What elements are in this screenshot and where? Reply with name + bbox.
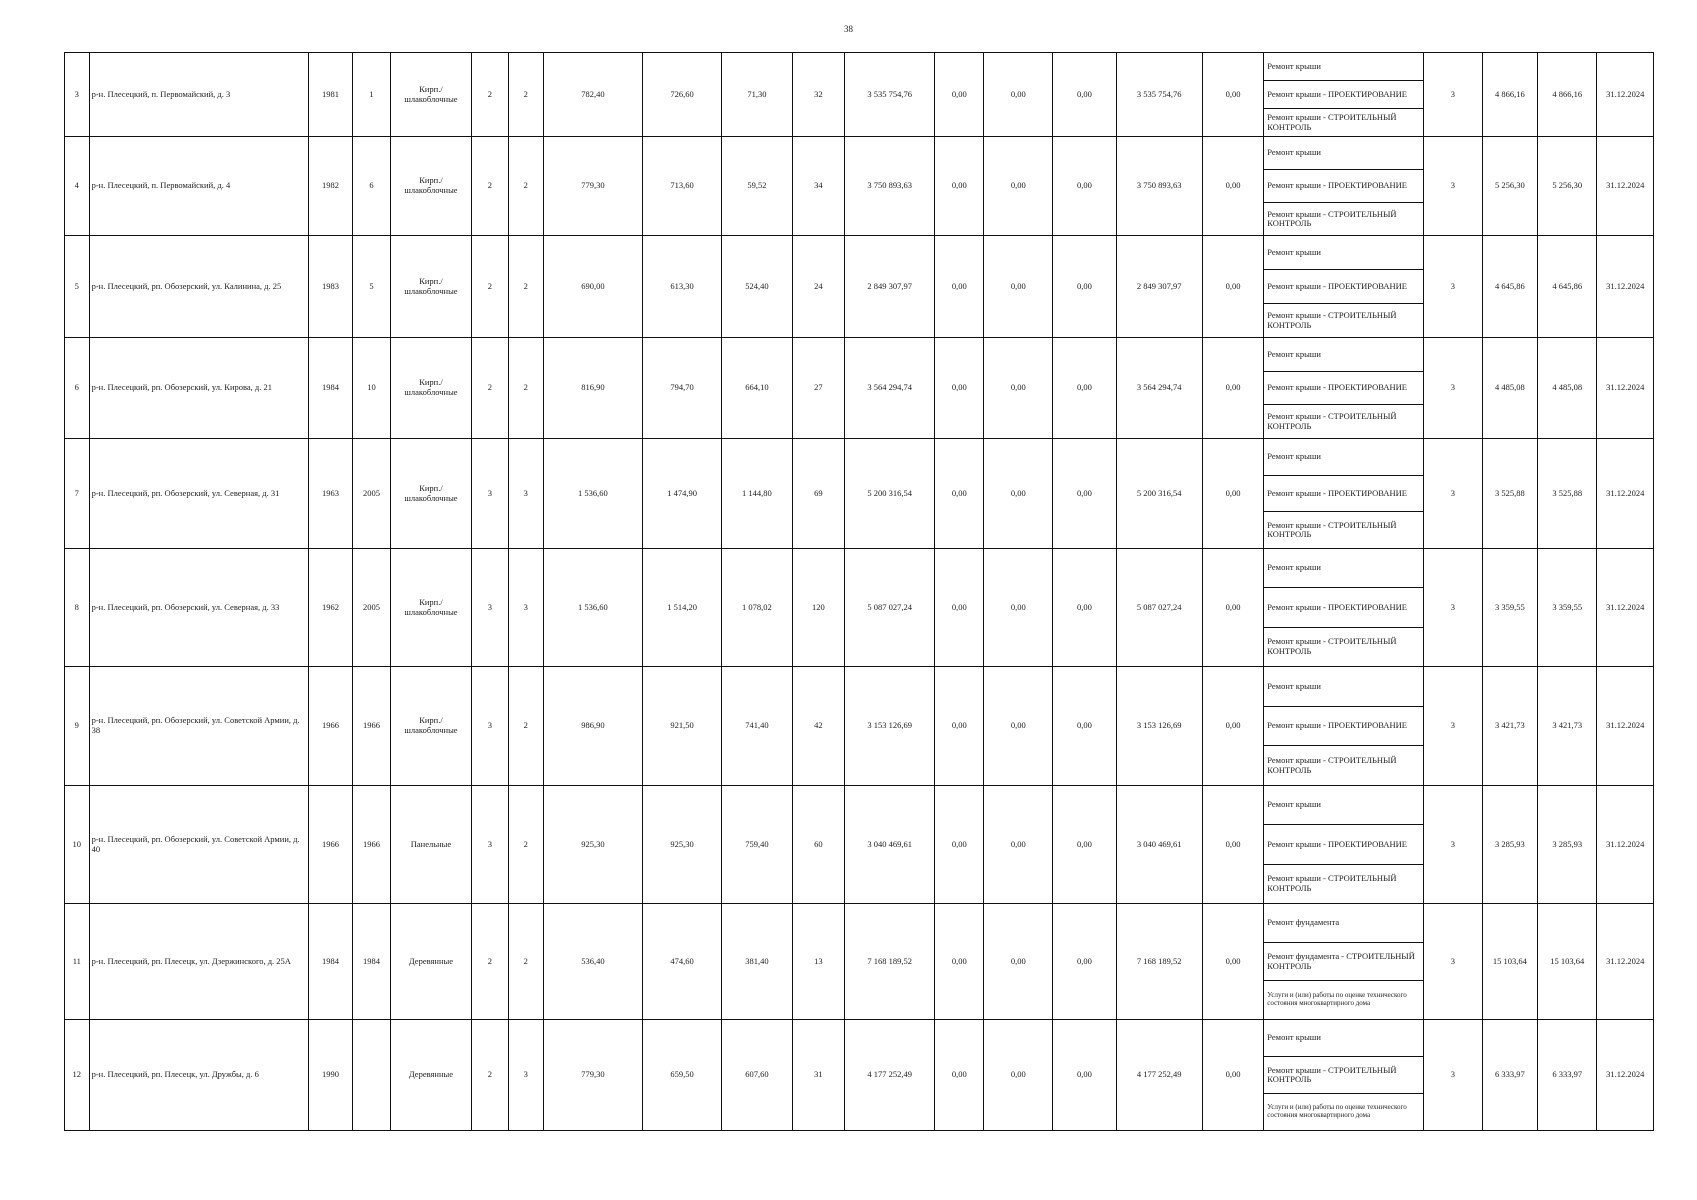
cell-floors: 2	[471, 236, 508, 338]
cell-fund-owners: 5 200 316,54	[1116, 439, 1202, 549]
work-item: Услуги и (или) работы по оценке технического состояния многоквартирного дома	[1267, 991, 1407, 1008]
cell-wall: Деревянные	[390, 904, 471, 1020]
work-item: Ремонт крыши - СТРОИТЕЛЬНЫЙ КОНТРОЛЬ	[1264, 1057, 1423, 1094]
cell-area-total: 779,30	[543, 1020, 642, 1131]
cell-area-owned: 741,40	[722, 667, 793, 786]
cell-year-repair: 10	[353, 338, 391, 439]
cell-n: 12	[65, 1020, 90, 1131]
work-item: Ремонт крыши - СТРОИТЕЛЬНЫЙ КОНТРОЛЬ	[1267, 310, 1397, 330]
cell-fund-federal: 0,00	[935, 137, 984, 236]
cell-entrances: 3	[508, 549, 543, 667]
cell-address: р-н. Плесецкий, рп. Обозерский, ул. Северная, д. 31	[89, 439, 308, 549]
table-row	[65, 667, 1654, 786]
work-item: Ремонт крыши	[1264, 1020, 1423, 1057]
cell-residents: 31	[792, 1020, 844, 1131]
work-item: Ремонт крыши	[1264, 236, 1423, 270]
cell-residents: 13	[792, 904, 844, 1020]
cell-fund-owners: 4 177 252,49	[1116, 1020, 1202, 1131]
cell-year-repair	[353, 1020, 391, 1131]
cell-unit-cost: 5 256,30	[1482, 137, 1537, 236]
work-item: Ремонт крыши - СТРОИТЕЛЬНЫЙ КОНТРОЛЬ	[1267, 519, 1397, 540]
cell-fund-owners: 2 849 307,97	[1116, 236, 1202, 338]
cell-deadline: 31.12.2024	[1597, 439, 1654, 549]
cell-year-repair: 6	[353, 137, 391, 236]
cell-fund-local: 0,00	[1053, 1020, 1117, 1131]
cell-area-owned: 1 144,80	[722, 439, 793, 549]
cell-works	[1264, 786, 1424, 904]
cell-floors: 3	[471, 786, 508, 904]
cell-deadline: 31.12.2024	[1597, 904, 1654, 1020]
cell-fund-regional: 0,00	[984, 904, 1053, 1020]
table-row	[65, 439, 1654, 549]
cell-n: 10	[65, 786, 90, 904]
cell-cost-total: 7 168 189,52	[845, 904, 935, 1020]
work-item: Ремонт крыши	[1264, 338, 1423, 372]
cell-deadline: 31.12.2024	[1597, 1020, 1654, 1131]
cell-n: 5	[65, 236, 90, 338]
cell-cost-total: 2 849 307,97	[845, 236, 935, 338]
cell-wall: Кирп./ шлакоблочные	[390, 439, 471, 549]
cell-address: р-н. Плесецкий, рп. Обозерский, ул. Северная, д. 33	[89, 549, 308, 667]
cell-floors: 3	[471, 549, 508, 667]
cell-fund-other: 0,00	[1202, 439, 1264, 549]
table-row	[65, 904, 1654, 1020]
cell-cost-total: 3 153 126,69	[845, 667, 935, 786]
cell-area-living: 613,30	[643, 236, 722, 338]
cell-entrances: 3	[508, 1020, 543, 1131]
work-item: Услуги и (или) работы по оценке технического состояния многоквартирного дома	[1267, 1103, 1407, 1119]
table-row	[65, 338, 1654, 439]
cell-classification: 3	[1424, 53, 1482, 137]
cell-fund-federal: 0,00	[935, 1020, 984, 1131]
table-row	[65, 549, 1654, 667]
cell-floors: 3	[471, 439, 508, 549]
cell-works	[1264, 137, 1424, 236]
cell-area-total: 986,90	[543, 667, 642, 786]
cell-year-built: 1962	[308, 549, 352, 667]
cell-fund-regional: 0,00	[984, 53, 1053, 137]
cell-area-living: 794,70	[643, 338, 722, 439]
cell-unit-cost-max: 4 866,16	[1537, 53, 1596, 137]
cell-area-living: 659,50	[643, 1020, 722, 1131]
cell-address: р-н. Плесецкий, рп. Обозерский, ул. Советской Армии, д. 38	[89, 667, 308, 786]
cell-deadline: 31.12.2024	[1597, 338, 1654, 439]
cell-fund-other: 0,00	[1202, 53, 1264, 137]
cell-wall: Панельные	[390, 786, 471, 904]
cell-year-built: 1984	[308, 338, 352, 439]
table-row	[65, 137, 1654, 236]
cell-floors: 2	[471, 904, 508, 1020]
cell-n: 6	[65, 338, 90, 439]
cell-floors: 2	[471, 137, 508, 236]
cell-area-living: 474,60	[643, 904, 722, 1020]
work-item: Ремонт крыши - ПРОЕКТИРОВАНИЕ	[1264, 707, 1423, 747]
cell-unit-cost-max: 4 485,08	[1537, 338, 1596, 439]
cell-fund-local: 0,00	[1053, 904, 1117, 1020]
cell-entrances: 2	[508, 904, 543, 1020]
cell-fund-other: 0,00	[1202, 904, 1264, 1020]
cell-unit-cost-max: 3 421,73	[1537, 667, 1596, 786]
cell-area-living: 726,60	[643, 53, 722, 137]
cell-area-total: 779,30	[543, 137, 642, 236]
cell-unit-cost-max: 3 285,93	[1537, 786, 1596, 904]
cell-works	[1264, 53, 1424, 137]
cell-fund-owners: 7 168 189,52	[1116, 904, 1202, 1020]
cell-fund-federal: 0,00	[935, 786, 984, 904]
work-item: Ремонт крыши - ПРОЕКТИРОВАНИЕ	[1264, 825, 1423, 864]
cell-residents: 60	[792, 786, 844, 904]
cell-cost-total: 3 564 294,74	[845, 338, 935, 439]
cell-deadline: 31.12.2024	[1597, 549, 1654, 667]
cell-fund-local: 0,00	[1053, 786, 1117, 904]
cell-n: 11	[65, 904, 90, 1020]
cell-year-built: 1966	[308, 667, 352, 786]
cell-unit-cost: 3 421,73	[1482, 667, 1537, 786]
cell-classification: 3	[1424, 439, 1482, 549]
cell-unit-cost: 4 866,16	[1482, 53, 1537, 137]
cell-deadline: 31.12.2024	[1597, 53, 1654, 137]
cell-deadline: 31.12.2024	[1597, 236, 1654, 338]
cell-classification: 3	[1424, 1020, 1482, 1131]
work-item: Ремонт крыши - СТРОИТЕЛЬНЫЙ КОНТРОЛЬ	[1267, 208, 1397, 228]
cell-fund-other: 0,00	[1202, 786, 1264, 904]
cell-cost-total: 3 750 893,63	[845, 137, 935, 236]
cell-fund-other: 0,00	[1202, 1020, 1264, 1131]
cell-area-total: 1 536,60	[543, 549, 642, 667]
cell-fund-regional: 0,00	[984, 549, 1053, 667]
cell-residents: 32	[792, 53, 844, 137]
cell-residents: 34	[792, 137, 844, 236]
cell-wall: Деревянные	[390, 1020, 471, 1131]
work-item: Ремонт крыши	[1264, 786, 1423, 825]
cell-area-living: 921,50	[643, 667, 722, 786]
cell-fund-owners: 3 153 126,69	[1116, 667, 1202, 786]
cell-year-built: 1963	[308, 439, 352, 549]
work-item: Ремонт крыши	[1264, 667, 1423, 707]
cell-area-living: 713,60	[643, 137, 722, 236]
work-item: Ремонт крыши	[1264, 549, 1423, 588]
cell-area-owned: 381,40	[722, 904, 793, 1020]
cell-unit-cost: 4 645,86	[1482, 236, 1537, 338]
cell-fund-owners: 3 564 294,74	[1116, 338, 1202, 439]
cell-area-owned: 71,30	[722, 53, 793, 137]
page-number: 38	[844, 24, 853, 34]
cell-cost-total: 4 177 252,49	[845, 1020, 935, 1131]
cell-area-owned: 524,40	[722, 236, 793, 338]
cell-entrances: 2	[508, 236, 543, 338]
cell-area-owned: 59,52	[722, 137, 793, 236]
cell-address: р-н. Плесецкий, п. Первомайский, д. 4	[89, 137, 308, 236]
cell-fund-regional: 0,00	[984, 236, 1053, 338]
cell-fund-regional: 0,00	[984, 338, 1053, 439]
cell-works	[1264, 667, 1424, 786]
cell-entrances: 2	[508, 137, 543, 236]
cell-fund-federal: 0,00	[935, 53, 984, 137]
table-row	[65, 1020, 1654, 1131]
cell-fund-local: 0,00	[1053, 439, 1117, 549]
repair-program-table	[64, 52, 1654, 1131]
cell-residents: 69	[792, 439, 844, 549]
cell-address: р-н. Плесецкий, п. Первомайский, д. 3	[89, 53, 308, 137]
work-item: Ремонт крыши - СТРОИТЕЛЬНЫЙ КОНТРОЛЬ	[1267, 411, 1397, 431]
cell-fund-owners: 3 535 754,76	[1116, 53, 1202, 137]
cell-classification: 3	[1424, 667, 1482, 786]
cell-fund-federal: 0,00	[935, 904, 984, 1020]
cell-fund-regional: 0,00	[984, 137, 1053, 236]
cell-fund-local: 0,00	[1053, 667, 1117, 786]
cell-fund-other: 0,00	[1202, 236, 1264, 338]
cell-unit-cost-max: 3 359,55	[1537, 549, 1596, 667]
cell-residents: 120	[792, 549, 844, 667]
cell-cost-total: 3 040 469,61	[845, 786, 935, 904]
cell-area-owned: 759,40	[722, 786, 793, 904]
cell-floors: 3	[471, 667, 508, 786]
cell-classification: 3	[1424, 786, 1482, 904]
cell-classification: 3	[1424, 236, 1482, 338]
cell-fund-other: 0,00	[1202, 667, 1264, 786]
cell-fund-federal: 0,00	[935, 549, 984, 667]
cell-fund-federal: 0,00	[935, 338, 984, 439]
work-item: Ремонт крыши - СТРОИТЕЛЬНЫЙ КОНТРОЛЬ	[1267, 755, 1397, 775]
cell-n: 7	[65, 439, 90, 549]
work-item: Ремонт фундамента - СТРОИТЕЛЬНЫЙ КОНТРОЛЬ	[1264, 943, 1423, 982]
cell-residents: 42	[792, 667, 844, 786]
cell-area-total: 536,40	[543, 904, 642, 1020]
cell-unit-cost: 3 525,88	[1482, 439, 1537, 549]
cell-cost-total: 5 087 027,24	[845, 549, 935, 667]
cell-entrances: 2	[508, 53, 543, 137]
cell-classification: 3	[1424, 137, 1482, 236]
cell-fund-regional: 0,00	[984, 1020, 1053, 1131]
cell-address: р-н. Плесецкий, рп. Обозерский, ул. Кирова, д. 21	[89, 338, 308, 439]
cell-n: 4	[65, 137, 90, 236]
cell-year-repair: 1966	[353, 667, 391, 786]
cell-area-owned: 1 078,02	[722, 549, 793, 667]
cell-wall: Кирп./ шлакоблочные	[390, 667, 471, 786]
cell-area-total: 816,90	[543, 338, 642, 439]
cell-floors: 2	[471, 338, 508, 439]
work-item: Ремонт крыши	[1264, 439, 1423, 476]
cell-area-owned: 664,10	[722, 338, 793, 439]
cell-entrances: 2	[508, 786, 543, 904]
cell-works	[1264, 1020, 1424, 1131]
cell-year-repair: 2005	[353, 439, 391, 549]
cell-residents: 24	[792, 236, 844, 338]
cell-classification: 3	[1424, 549, 1482, 667]
table-body	[65, 53, 1654, 1131]
cell-unit-cost: 15 103,64	[1482, 904, 1537, 1020]
cell-wall: Кирп./ шлакоблочные	[390, 53, 471, 137]
cell-fund-local: 0,00	[1053, 53, 1117, 137]
cell-n: 3	[65, 53, 90, 137]
cell-deadline: 31.12.2024	[1597, 786, 1654, 904]
cell-fund-local: 0,00	[1053, 236, 1117, 338]
cell-unit-cost: 3 285,93	[1482, 786, 1537, 904]
cell-year-built: 1983	[308, 236, 352, 338]
cell-year-built: 1990	[308, 1020, 352, 1131]
cell-unit-cost-max: 6 333,97	[1537, 1020, 1596, 1131]
cell-address: р-н. Плесецкий, рп. Плесецк, ул. Дружбы, д. 6	[89, 1020, 308, 1131]
cell-classification: 3	[1424, 904, 1482, 1020]
cell-entrances: 3	[508, 439, 543, 549]
cell-floors: 2	[471, 1020, 508, 1131]
cell-works	[1264, 236, 1424, 338]
cell-wall: Кирп./ шлакоблочные	[390, 236, 471, 338]
cell-unit-cost-max: 3 525,88	[1537, 439, 1596, 549]
cell-fund-other: 0,00	[1202, 137, 1264, 236]
cell-fund-local: 0,00	[1053, 338, 1117, 439]
cell-address: р-н. Плесецкий, рп. Обозерский, ул. Калинина, д. 25	[89, 236, 308, 338]
work-item: Ремонт крыши - СТРОИТЕЛЬНЫЙ КОНТРОЛЬ	[1267, 873, 1397, 893]
cell-fund-local: 0,00	[1053, 137, 1117, 236]
cell-year-built: 1982	[308, 137, 352, 236]
cell-entrances: 2	[508, 338, 543, 439]
table-row	[65, 53, 1654, 137]
cell-n: 9	[65, 667, 90, 786]
cell-year-repair: 1	[353, 53, 391, 137]
cell-fund-federal: 0,00	[935, 236, 984, 338]
cell-cost-total: 5 200 316,54	[845, 439, 935, 549]
cell-address: р-н. Плесецкий, рп. Плесецк, ул. Дзержинского, д. 25А	[89, 904, 308, 1020]
cell-unit-cost: 3 359,55	[1482, 549, 1537, 667]
cell-area-total: 690,00	[543, 236, 642, 338]
cell-works	[1264, 904, 1424, 1020]
cell-floors: 2	[471, 53, 508, 137]
cell-fund-federal: 0,00	[935, 667, 984, 786]
cell-unit-cost-max: 5 256,30	[1537, 137, 1596, 236]
cell-year-repair: 5	[353, 236, 391, 338]
cell-area-living: 1 514,20	[643, 549, 722, 667]
cell-year-repair: 1966	[353, 786, 391, 904]
cell-year-repair: 1984	[353, 904, 391, 1020]
cell-fund-owners: 5 087 027,24	[1116, 549, 1202, 667]
cell-unit-cost: 6 333,97	[1482, 1020, 1537, 1131]
work-item: Ремонт крыши - ПРОЕКТИРОВАНИЕ	[1264, 170, 1423, 203]
work-item: Ремонт крыши - ПРОЕКТИРОВАНИЕ	[1264, 81, 1423, 109]
cell-works	[1264, 549, 1424, 667]
cell-fund-owners: 3 750 893,63	[1116, 137, 1202, 236]
cell-area-total: 782,40	[543, 53, 642, 137]
cell-deadline: 31.12.2024	[1597, 137, 1654, 236]
cell-area-living: 1 474,90	[643, 439, 722, 549]
cell-unit-cost-max: 4 645,86	[1537, 236, 1596, 338]
cell-fund-federal: 0,00	[935, 439, 984, 549]
cell-deadline: 31.12.2024	[1597, 667, 1654, 786]
work-item: Ремонт крыши - ПРОЕКТИРОВАНИЕ	[1264, 476, 1423, 513]
work-item: Ремонт крыши - ПРОЕКТИРОВАНИЕ	[1264, 372, 1423, 406]
cell-fund-regional: 0,00	[984, 667, 1053, 786]
cell-cost-total: 3 535 754,76	[845, 53, 935, 137]
work-item: Ремонт фундамента	[1264, 904, 1423, 943]
table-row	[65, 786, 1654, 904]
cell-area-total: 925,30	[543, 786, 642, 904]
cell-unit-cost: 4 485,08	[1482, 338, 1537, 439]
cell-area-owned: 607,60	[722, 1020, 793, 1131]
cell-entrances: 2	[508, 667, 543, 786]
work-item: Ремонт крыши - ПРОЕКТИРОВАНИЕ	[1264, 270, 1423, 304]
cell-fund-regional: 0,00	[984, 786, 1053, 904]
cell-residents: 27	[792, 338, 844, 439]
table-row	[65, 236, 1654, 338]
cell-unit-cost-max: 15 103,64	[1537, 904, 1596, 1020]
work-item: Ремонт крыши - СТРОИТЕЛЬНЫЙ КОНТРОЛЬ	[1267, 636, 1397, 656]
cell-area-total: 1 536,60	[543, 439, 642, 549]
work-item: Ремонт крыши	[1264, 53, 1423, 81]
work-item: Ремонт крыши	[1264, 137, 1423, 170]
cell-fund-other: 0,00	[1202, 338, 1264, 439]
cell-wall: Кирп./ шлакоблочные	[390, 137, 471, 236]
cell-year-repair: 2005	[353, 549, 391, 667]
cell-n: 8	[65, 549, 90, 667]
work-item: Ремонт крыши - СТРОИТЕЛЬНЫЙ КОНТРОЛЬ	[1267, 112, 1397, 132]
cell-classification: 3	[1424, 338, 1482, 439]
cell-year-built: 1981	[308, 53, 352, 137]
cell-fund-regional: 0,00	[984, 439, 1053, 549]
cell-address: р-н. Плесецкий, рп. Обозерский, ул. Советской Армии, д. 40	[89, 786, 308, 904]
cell-fund-local: 0,00	[1053, 549, 1117, 667]
cell-fund-owners: 3 040 469,61	[1116, 786, 1202, 904]
cell-wall: Кирп./ шлакоблочные	[390, 549, 471, 667]
cell-wall: Кирп./ шлакоблочные	[390, 338, 471, 439]
cell-year-built: 1966	[308, 786, 352, 904]
cell-fund-other: 0,00	[1202, 549, 1264, 667]
cell-area-living: 925,30	[643, 786, 722, 904]
work-item: Ремонт крыши - ПРОЕКТИРОВАНИЕ	[1264, 588, 1423, 627]
cell-works	[1264, 338, 1424, 439]
cell-works	[1264, 439, 1424, 549]
cell-year-built: 1984	[308, 904, 352, 1020]
